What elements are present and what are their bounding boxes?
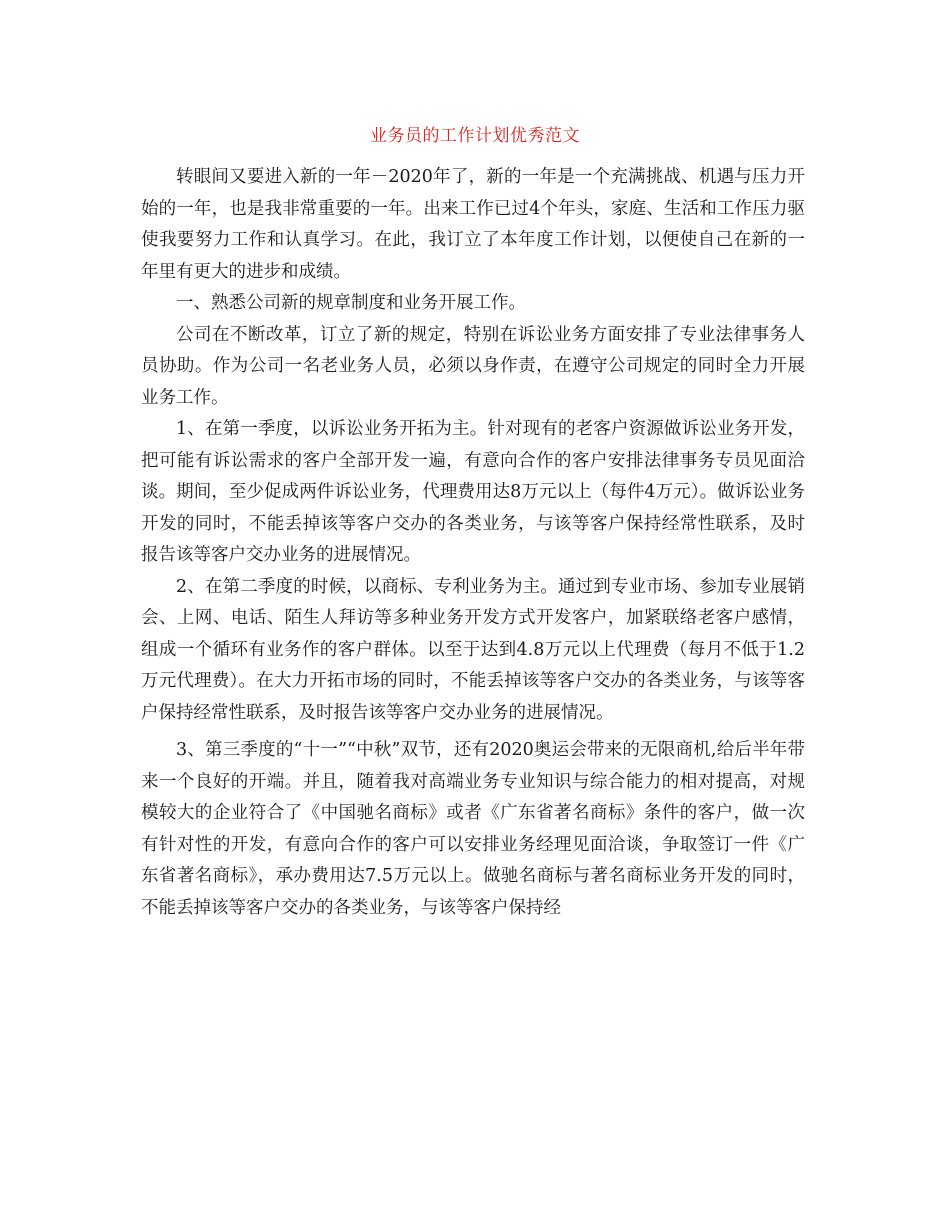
paragraph-third-quarter: 3、第三季度的“十一”“中秋”双节，还有2020奥运会带来的无限商机,给后半年带来一个良好的开端。并且，随着我对高端业务专业知识与综合能力的相对提高，对规模较大的企业符合了《中国驰名商标》或者《广东省著名商标》条件的客户，做一次有针对性的开发，有意向合作的客户可以安排业务经理见面洽谈，争取签订一件《广东省著名商标》，承办费用达7.5万元以上。做驰名商标与著名商标业务开发的同时，不能丢掉该等客户交办的各类业务，与该等客户保持经 [141, 740, 805, 918]
document-title: 业务员的工作计划优秀范文 [370, 126, 580, 146]
paragraph-company-rules: 公司在不断改革，订立了新的规定，特别在诉讼业务方面安排了专业法律事务人员协助。作为公司一名老业务人员，必须以身作责，在遵守公司规定的同时全力开展业务工作。 [141, 324, 805, 408]
paragraph-second-quarter: 2、在第二季度的时候，以商标、专利业务为主。通过到专业市场、参加专业展销会、上网、电话、陌生人拜访等多种业务开发方式开发客户，加紧联络老客户感情，组成一个循环有业务作的客户群体。以至于达到4.8万元以上代理费（每月不低于1.2万元代理费）。在大力开拓市场的同时，不能丢掉该等客户交办的各类业务，与该等客户保持经常性联系，及时报告该等客户交办业务的进展情况。 [141, 576, 805, 723]
document-body [141, 162, 805, 924]
paragraph-first-quarter: 1、在第一季度，以诉讼业务开拓为主。针对现有的老客户资源做诉讼业务开发，把可能有诉讼需求的客户全部开发一遍，有意向合作的客户安排法律事务专员见面洽谈。期间，至少促成两件诉讼业务，代理费用达8万元以上（每件4万元）。做诉讼业务开发的同时，不能丢掉该等客户交办的各类业务，与该等客户保持经常性联系，及时报告该等客户交办业务的进展情况。 [141, 419, 805, 565]
paragraph-section-heading: 一、熟悉公司新的规章制度和业务开展工作。 [176, 293, 526, 313]
paragraph-intro: 转眼间又要进入新的一年－2020年了，新的一年是一个充满挑战、机遇与压力开始的一年，也是我非常重要的一年。出来工作已过4个年头，家庭、生活和工作压力驱使我要努力工作和认真学习。在此，我订立了本年度工作计划，以便使自己在新的一年里有更大的进步和成绩。 [141, 167, 805, 282]
